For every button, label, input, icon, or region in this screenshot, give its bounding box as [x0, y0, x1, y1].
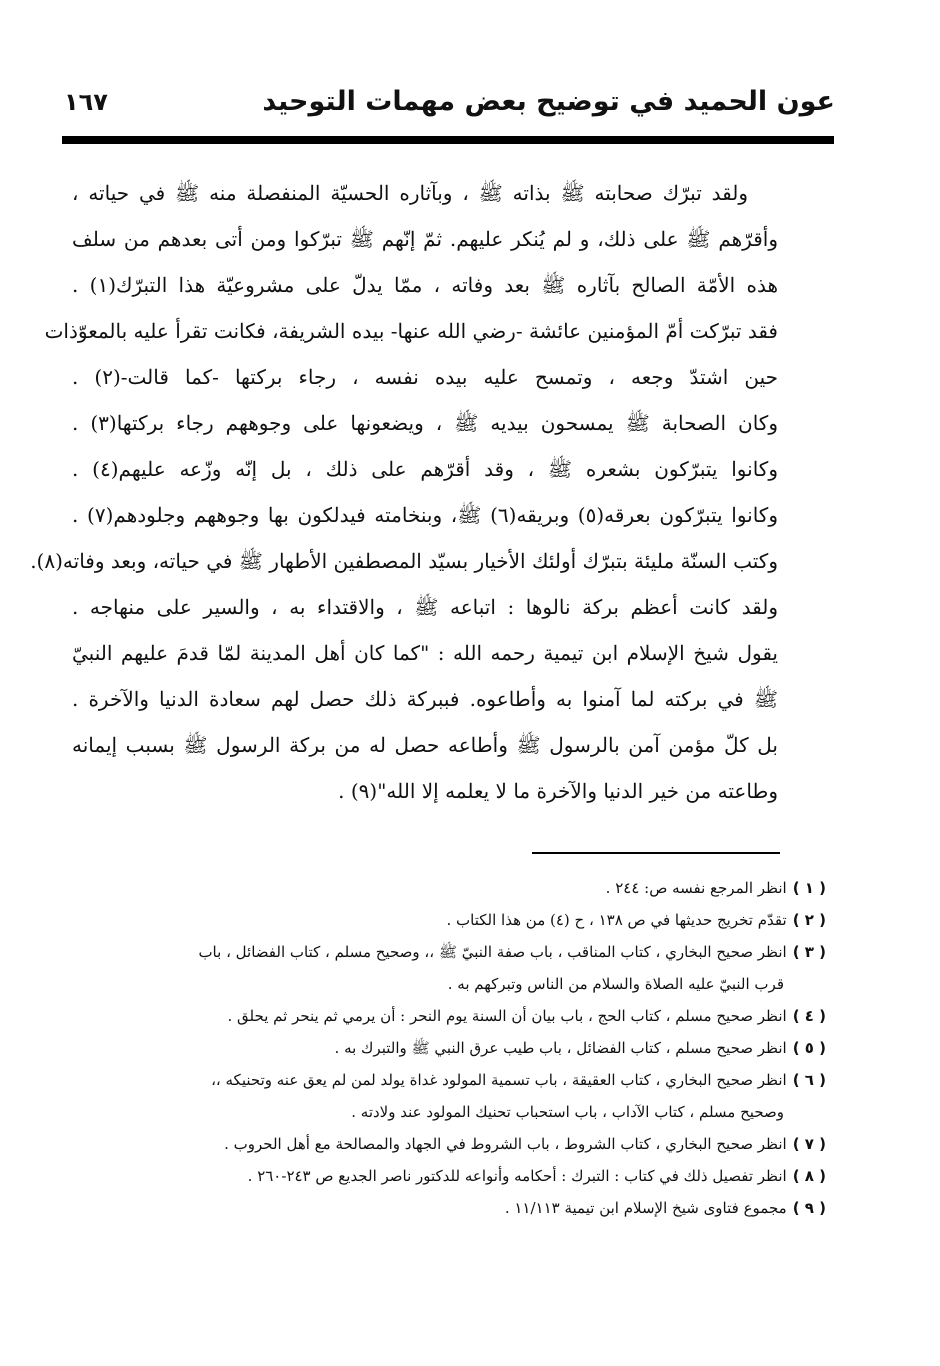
body-line: وكانوا يتبرّكون بشعره ﷺ ، وقد أقرّهم على ذلك ، بل إنّه وزّعه عليهم(٤) .	[72, 457, 778, 481]
footnote-continuation: وصحيح مسلم ، كتاب الآداب ، باب استحباب تحنيك المولود عند ولادته .	[351, 1103, 784, 1121]
body-line: وكتب السنّة مليئة بتبرّك أولئك الأخيار بسيّد المصطفين الأطهار ﷺ في حياته، وبعد وفاته(٨).	[30, 549, 778, 573]
footnote	[64, 1032, 826, 1064]
body-line: فقد تبرّكت أمّ المؤمنين عائشة -رضي الله عنها- بيده الشريفة، فكانت تقرأ عليه بالمعوّذات	[44, 319, 778, 343]
footnote-text: مجموع فتاوى شيخ الإسلام ابن تيمية ١١/١١٣ .	[504, 1199, 787, 1217]
body-line: وطاعته من خير الدنيا والآخرة ما لا يعلمه إلا الله"(٩) .	[338, 779, 778, 803]
footnote	[64, 872, 826, 904]
footnote	[64, 1000, 826, 1032]
footnote-number: ( ٨ )	[792, 1167, 826, 1185]
body-text	[30, 170, 778, 814]
footnote-text: انظر صحيح مسلم ، كتاب الفضائل ، باب طيب عرق النبي ﷺ والتبرك به .	[334, 1039, 787, 1057]
footnote-text: انظر صحيح البخاري ، كتاب الشروط ، باب الشروط في الجهاد والمصالحة مع أهل الحروب .	[224, 1135, 787, 1153]
body-line: وأقرّهم ﷺ على ذلك، و لم يُنكر عليهم. ثمّ إنّهم ﷺ تبرّكوا ومن أتى بعدهم من سلف	[72, 227, 778, 251]
footnote	[64, 1128, 826, 1160]
body-line: هذه الأمّة الصالح بآثاره ﷺ بعد وفاته ، ممّا يدلّ على مشروعيّة هذا التبرّك(١) .	[72, 273, 778, 297]
footnote-continuation: قرب النبيّ عليه الصلاة والسلام من الناس وتبركهم به .	[447, 975, 784, 993]
footnote	[64, 936, 826, 968]
body-line: وكان الصحابة ﷺ يمسحون بيديه ﷺ ، ويضعونها على وجوههم رجاء بركتها(٣) .	[72, 411, 778, 435]
body-line: ولقد كانت أعظم بركة نالوها : اتباعه ﷺ ، والاقتداء به ، والسير على منهاجه .	[72, 595, 778, 619]
footnote-number: ( ٦ )	[792, 1071, 826, 1089]
body-line: ولقد تبرّك صحابته ﷺ بذاته ﷺ ، وبآثاره الحسيّة المنفصلة منه ﷺ في حياته ،	[72, 181, 748, 205]
body-line: حين اشتدّ وجعه ، وتمسح عليه بيده نفسه ، رجاء بركتها -كما قالت-(٢) .	[72, 365, 778, 389]
footnote-number: ( ٣ )	[792, 943, 826, 961]
running-title: عون الحميد في توضيح بعض مهمات التوحيد	[262, 86, 835, 117]
footnote-number: ( ٢ )	[792, 911, 826, 929]
footnote-text: انظر صحيح البخاري ، كتاب المناقب ، باب صفة النبيّ ﷺ ،، وصحيح مسلم ، كتاب الفضائل ، باب	[198, 943, 787, 961]
page-number: ١٦٧	[64, 88, 108, 116]
footnote-text: انظر المرجع نفسه ص: ٢٤٤ .	[605, 879, 787, 897]
footnote-separator	[532, 852, 780, 854]
footnote-text: تقدّم تخريج حديثها في ص ١٣٨ ، ح (٤) من هذا الكتاب .	[446, 911, 787, 929]
footnote-number: ( ١ )	[792, 879, 826, 897]
footnote-number: ( ٧ )	[792, 1135, 826, 1153]
body-line: وكانوا يتبرّكون بعرقه(٥) وبريقه(٦) ﷺ، وبنخامته فيدلكون بها وجوههم وجلودهم(٧) .	[72, 503, 778, 527]
footnote-text: انظر صحيح البخاري ، كتاب العقيقة ، باب تسمية المولود غداة يولد لمن لم يعق عنه وتحنيكه ،،	[211, 1071, 787, 1089]
header-rule	[62, 136, 834, 144]
footnote	[64, 904, 826, 936]
footnote-number: ( ٤ )	[792, 1007, 826, 1025]
footnote-number: ( ٩ )	[792, 1199, 826, 1217]
footnote	[64, 1064, 826, 1096]
footnote-text: انظر تفصيل ذلك في كتاب : التبرك : أحكامه وأنواعه للدكتور ناصر الجديع ص ٢٤٣-٢٦٠ .	[247, 1167, 787, 1185]
body-line: يقول شيخ الإسلام ابن تيمية رحمه الله : "كما كان أهل المدينة لمّا قدمَ عليهم النبيّ	[72, 641, 778, 665]
footnote-number: ( ٥ )	[792, 1039, 826, 1057]
footnotes	[64, 872, 826, 1224]
footnote-text: انظر صحيح مسلم ، كتاب الحج ، باب بيان أن السنة يوم النحر : أن يرمي ثم ينحر ثم يحلق .	[227, 1007, 787, 1025]
page-header	[60, 82, 835, 126]
footnote	[64, 1192, 826, 1224]
footnote	[64, 1160, 826, 1192]
body-line: ﷺ في بركته لما آمنوا به وأطاعوه. فببركة ذلك حصل لهم سعادة الدنيا والآخرة .	[72, 687, 778, 711]
body-line: بل كلّ مؤمن آمن بالرسول ﷺ وأطاعه حصل له من بركة الرسول ﷺ بسبب إيمانه	[72, 733, 778, 757]
